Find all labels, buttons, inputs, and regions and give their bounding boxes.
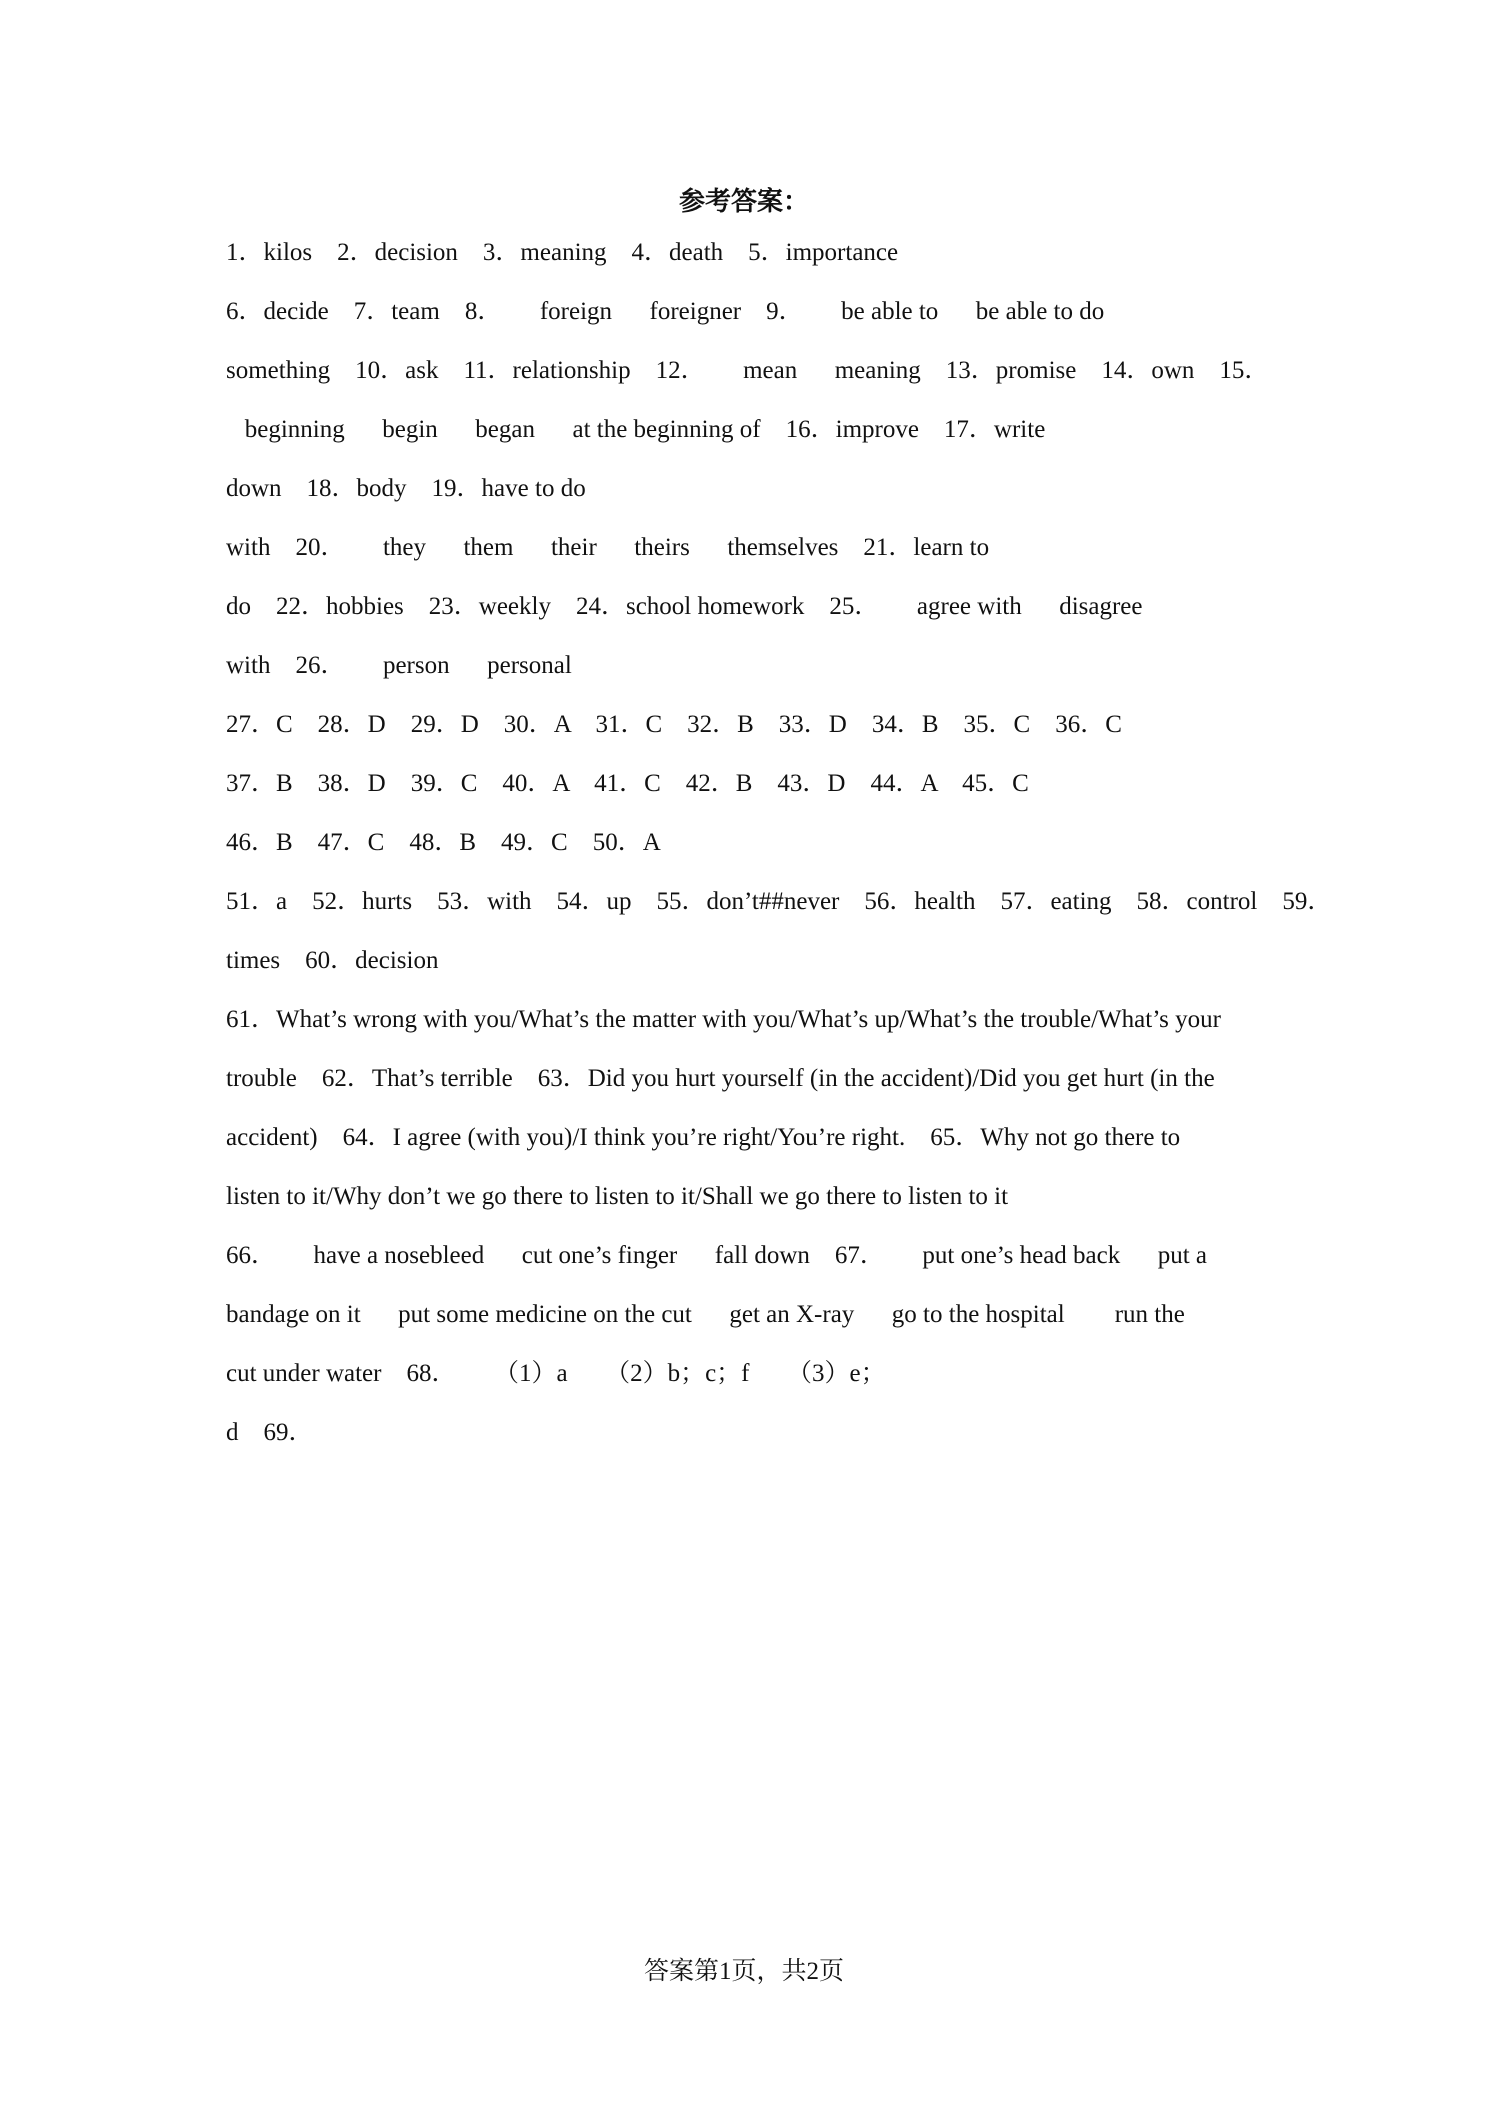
page-footer: 答案第1页，共2页 [643,1958,844,1985]
answer-line: beginning begin began at the beginning of 16．improve 17．write [226,416,1046,443]
answer-line: with 20． they them their theirs themselves 21．learn to [226,534,990,561]
answer-line: listen to it/Why don’t we go there to listen to it/Shall we go there to listen to it [226,1183,1009,1210]
answer-line: 51．a 52．hurts 53．with 54．up 55．don’t##never 56．health 57．eating 58．control 59． [226,888,1333,915]
answer-line: accident) 64．I agree (with you)/I think you’re right/You’re right. 65．Why not go there to [226,1124,1181,1151]
answer-line: 1．kilos 2．decision 3．meaning 4．death 5．importance [226,239,899,266]
answer-line: cut under water 68． （1）a （2）b；c；f （3）e； [226,1360,886,1387]
page-title: 参考答案： [678,187,809,216]
answer-line: 66． have a nosebleed cut one’s finger fall down 67． put one’s head back put a [226,1242,1208,1269]
answer-line: something 10．ask 11．relationship 12． mean meaning 13．promise 14．own 15． [226,357,1270,384]
answer-line: bandage on it put some medicine on the cut get an X-ray go to the hospital run the [226,1301,1185,1328]
answer-line: 27．C 28．D 29．D 30．A 31．C 32．B 33．D 34．B 35．C 36．C [226,711,1122,738]
answer-line: with 26． person personal [226,652,572,679]
answer-line: 6．decide 7．team 8． foreign foreigner 9． be able to be able to do [226,298,1105,325]
answer-line: trouble 62．That’s terrible 63．Did you hurt yourself (in the accident)/Did you get hurt (in the [226,1065,1215,1092]
answer-line: 46．B 47．C 48．B 49．C 50．A [226,829,661,856]
answer-line: down 18．body 19．have to do [226,475,586,502]
answer-line: times 60．decision [226,947,439,974]
answer-line: 37．B 38．D 39．C 40．A 41．C 42．B 43．D 44．A 45．C [226,770,1029,797]
answer-line: do 22．hobbies 23．weekly 24．school homework 25． agree with disagree [226,593,1143,620]
answer-line: 61．What’s wrong with you/What’s the matter with you/What’s up/What’s the trouble/What’s your [226,1006,1221,1033]
answer-content [226,230,1333,1469]
answer-line: d 69． [226,1419,314,1446]
